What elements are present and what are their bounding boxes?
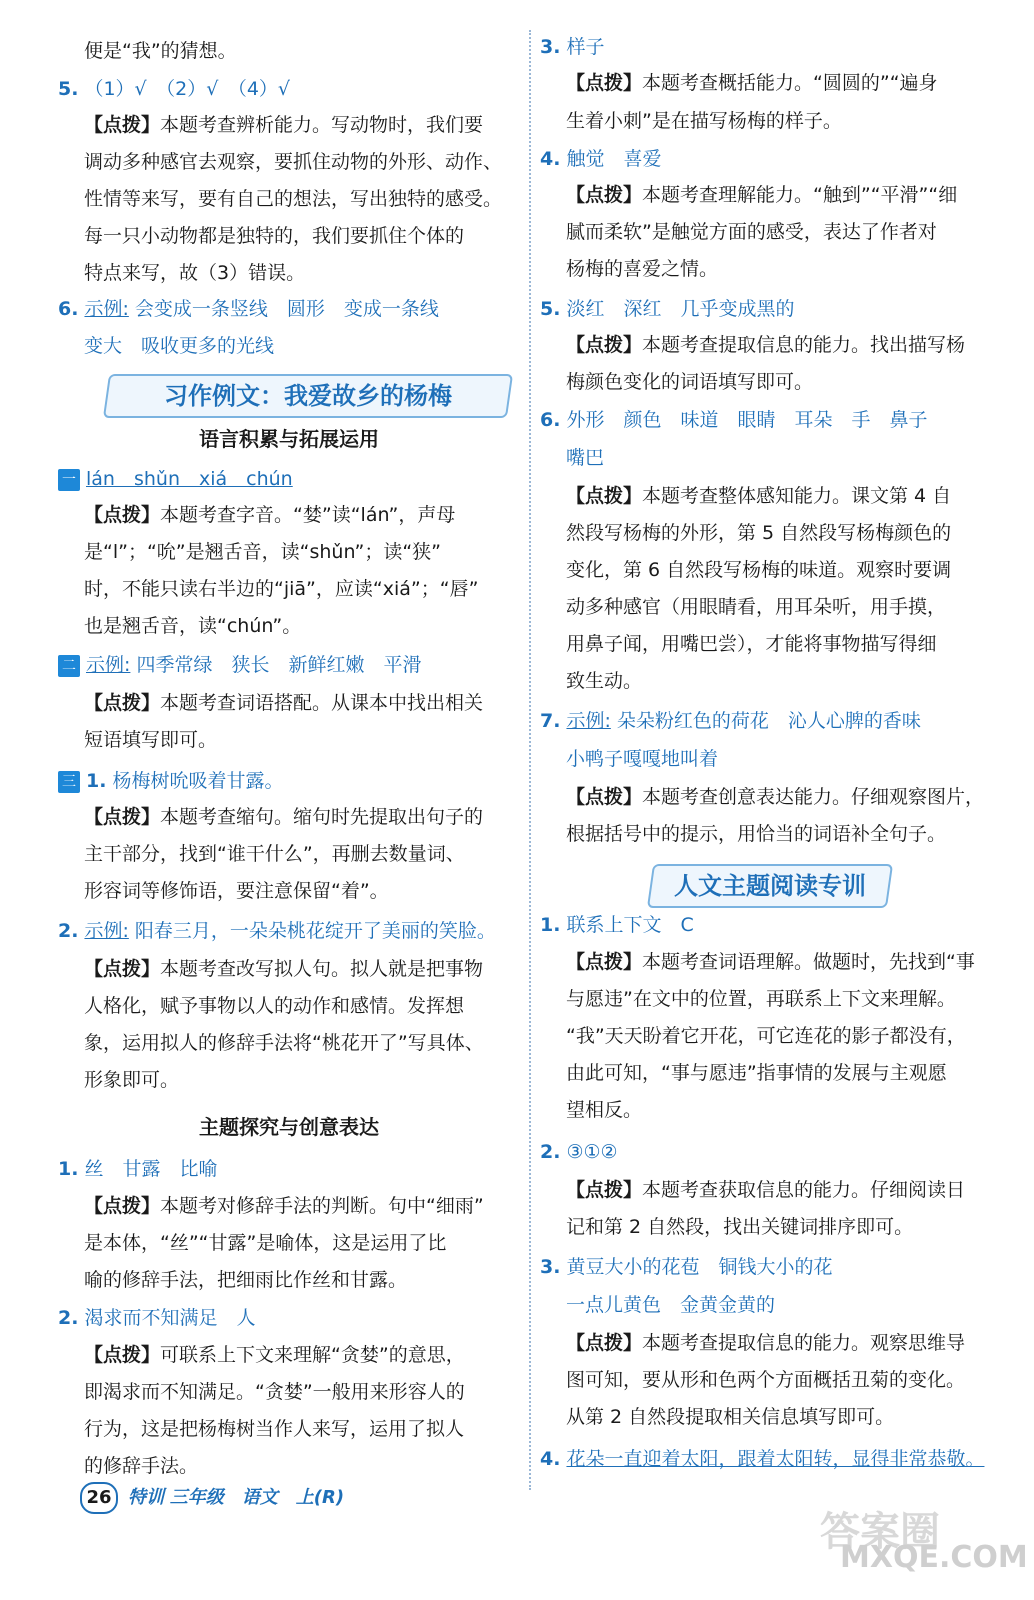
explanation-line: 然段写杨梅的外形，第 5 自然段写杨梅颜色的 — [566, 522, 952, 544]
question-6: 6. 外形 颜色 味道 眼睛 耳朵 手 鼻子 — [540, 409, 928, 431]
explanation-line: 与愿违”在文中的位置，再联系上下文来理解。 — [566, 988, 956, 1010]
explanation-line: 行为，这是把杨梅树当作人来写，运用了拟人 — [84, 1418, 465, 1440]
explanation-line: 【点拨】本题考查字音。“婪”读“lán”，声母 — [84, 504, 456, 526]
explanation-line: 生着小刺”是在描写杨梅的样子。 — [566, 110, 842, 132]
explanation-line: 象，运用拟人的修辞手法将“桃花开了”写具体、 — [84, 1032, 484, 1054]
question-4: 4. 触觉 喜爱 — [540, 148, 662, 170]
explanation-line: 望相反。 — [566, 1099, 643, 1121]
explanation-line: 动多种感官（用眼睛看，用耳朵听，用手摸， — [566, 596, 947, 618]
explanation-line: 的修辞手法。 — [84, 1455, 199, 1477]
explanation-line: 调动多种感官去观察，要抓住动物的外形、动作、 — [84, 151, 503, 173]
explanation-line: 【点拨】可联系上下文来理解“贪婪”的意思， — [84, 1344, 465, 1366]
theme-question-1: 1. 丝 甘露 比喻 — [58, 1158, 218, 1180]
explanation-line: 【点拨】本题考查词语搭配。从课本中找出相关 — [84, 692, 484, 714]
hint-tag: 【点拨】 — [84, 114, 161, 136]
explanation-line: 图可知，要从形和色两个方面概括丑菊的变化。 — [566, 1369, 966, 1391]
answer-line: 变大 吸收更多的光线 — [84, 335, 275, 357]
explanation-line: 每一只小动物都是独特的，我们要抓住个体的 — [84, 225, 465, 247]
reading-question-2: 2. ③①② — [540, 1141, 618, 1163]
answer-line: 一点儿黄色 金黄金黄的 — [566, 1294, 776, 1316]
section-banner: 人文主题阅读专训 — [647, 864, 893, 908]
section-banner: 习作例文：我爱故乡的杨梅 — [103, 374, 513, 418]
explanation-line: 也是翘舌音，读“chún”。 — [84, 615, 302, 637]
question-6: 6. 示例: 会变成一条竖线 圆形 变成一条线 — [58, 298, 439, 320]
explanation-line: 变化，第 6 自然段写杨梅的味道。观察时要调 — [566, 559, 952, 581]
explanation-line: 特点来写，故（3）错误。 — [84, 262, 306, 284]
explanation-line: 致生动。 — [566, 670, 643, 692]
answer-line: 嘴巴 — [566, 447, 605, 469]
example-label: 示例: — [84, 298, 129, 320]
text-line: 便是“我”的猜想。 — [84, 40, 237, 62]
question-5: 5. 淡红 深红 几乎变成黑的 — [540, 298, 795, 320]
answer-line: 小鸭子嘎嘎地叫着 — [566, 748, 719, 770]
explanation-line: 用鼻子闻，用嘴巴尝），才能将事物描写得细 — [566, 633, 937, 655]
reading-question-3: 3. 黄豆大小的花苞 铜钱大小的花 — [540, 1256, 833, 1278]
section-1 — [58, 460, 520, 498]
watermark-logo: 答案圈 — [820, 1509, 940, 1555]
explanation-line: 形容词等修饰语，要注意保留“着”。 — [84, 880, 389, 902]
section-3-question-2: 2. 示例: 阳春三月，一朵朵桃花绽开了美丽的笑脸。 — [58, 920, 496, 942]
explanation-line: 是“l”；“吮”是翘舌音，读“shǔn”；读“狭” — [84, 541, 442, 563]
question-5 — [58, 70, 520, 108]
reading-question-4: 4. 花朵一直迎着太阳，跟着太阳转，显得非常恭敬。 — [540, 1448, 985, 1470]
explanation-line: “我”天天盼着它开花，可它连花的影子都没有， — [566, 1025, 966, 1047]
explanation-line: 由此可知，“事与愿违”指事情的发展与主观愿 — [566, 1062, 947, 1084]
section-3: 三 1. 杨梅树吮吸着甘露。 — [58, 762, 520, 800]
explanation-line: 杨梅的喜爱之情。 — [566, 258, 719, 280]
reading-question-1: 1. 联系上下文 C — [540, 914, 694, 936]
explanation-line: 【点拨】本题考查缩句。缩句时先提取出句子的 — [84, 806, 484, 828]
explanation-line: 性情等来写，要有自己的想法，写出独特的感受。 — [84, 188, 503, 210]
explanation-line: 【点拨】本题考查词语理解。做题时，先找到“事 — [566, 951, 975, 973]
explanation-line: 喻的修辞手法，把细雨比作丝和甘露。 — [84, 1269, 408, 1291]
page-footer — [80, 1482, 344, 1514]
answer: lán shǔn xiá chún — [86, 468, 293, 490]
question-number: 5. — [58, 78, 79, 100]
explanation-line: 【点拨】本题考查理解能力。“触到”“平滑”“细 — [566, 184, 958, 206]
book-info: 三年级 语文 上(R) — [169, 1487, 345, 1508]
section-number-icon: 三 — [58, 771, 80, 793]
explanation-line: 时，不能只读右半边的“jiā”，应读“xiá”；“唇” — [84, 578, 479, 600]
explanation-line: 记和第 2 自然段，找出关键词排序即可。 — [566, 1216, 914, 1238]
explanation-line: 【点拨】本题考查辨析能力。写动物时，我们要 — [84, 114, 484, 136]
section-heading: 主题探究与创意表达 — [199, 1115, 379, 1139]
section-2: 二 示例: 四季常绿 狭长 新鲜红嫩 平滑 — [58, 646, 520, 684]
explanation-line: 【点拨】本题考查概括能力。“圆圆的”“遍身 — [566, 72, 938, 94]
page-number: 26 — [80, 1482, 118, 1514]
explanation-line: 人格化，赋予事物以人的动作和感情。发挥想 — [84, 995, 465, 1017]
section-number-icon: 一 — [58, 469, 80, 491]
explanation-line: 即渴求而不知满足。“贪婪”一般用来形容人的 — [84, 1381, 465, 1403]
explanation-line: 【点拨】本题考查整体感知能力。课文第 4 自 — [566, 485, 952, 507]
explanation-line: 梅颜色变化的词语填写即可。 — [566, 371, 814, 393]
explanation-line: 【点拨】本题考查获取信息的能力。仔细阅读日 — [566, 1179, 966, 1201]
theme-question-2: 2. 渴求而不知满足 人 — [58, 1307, 256, 1329]
explanation-line: 短语填写即可。 — [84, 729, 218, 751]
explanation-line: 腻而柔软”是触觉方面的感受，表达了作者对 — [566, 221, 937, 243]
section-number-icon: 二 — [58, 655, 80, 677]
explanation-line: 【点拨】本题考查提取信息的能力。观察思维导 — [566, 1332, 966, 1354]
column-divider — [529, 30, 531, 1490]
answer: （1）√ （2）√ （4）√ — [84, 78, 291, 100]
question-7: 7. 示例: 朵朵粉红色的荷花 沁人心脾的香味 — [540, 710, 921, 732]
question-3: 3. 样子 — [540, 36, 605, 58]
brand-logo: 特训 — [128, 1487, 164, 1508]
explanation-line: 【点拨】本题考查创意表达能力。仔细观察图片， — [566, 786, 985, 808]
explanation-line: 是本体，“丝”“甘露”是喻体，这是运用了比 — [84, 1232, 447, 1254]
explanation-line: 从第 2 自然段提取相关信息填写即可。 — [566, 1406, 895, 1428]
watermark-url: MXQE.COM — [840, 1540, 1028, 1575]
explanation-line: 【点拨】本题考查改写拟人句。拟人就是把事物 — [84, 958, 484, 980]
explanation-line: 形象即可。 — [84, 1069, 180, 1091]
explanation-line: 根据括号中的提示，用恰当的词语补全句子。 — [566, 823, 947, 845]
explanation-line: 【点拨】本题考查提取信息的能力。找出描写杨 — [566, 334, 966, 356]
section-heading: 语言积累与拓展运用 — [199, 427, 379, 451]
answer: 会变成一条竖线 圆形 变成一条线 — [134, 298, 439, 320]
explanation-line: 主干部分，找到“谁干什么”，再删去数量词、 — [84, 843, 465, 865]
explanation-line: 【点拨】本题考对修辞手法的判断。句中“细雨” — [84, 1195, 484, 1217]
